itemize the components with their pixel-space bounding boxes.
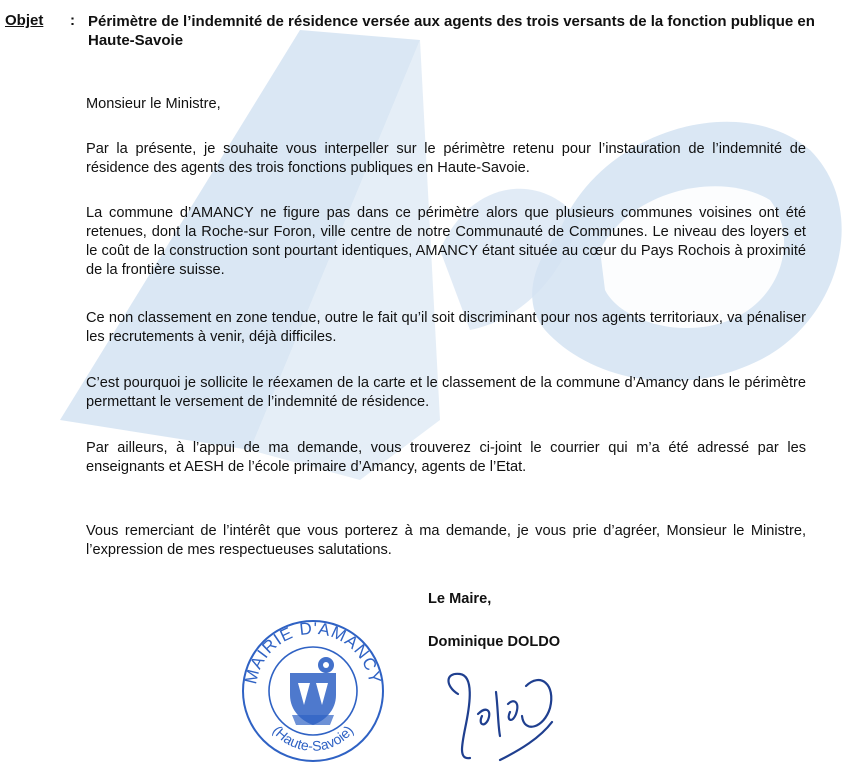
seal-bottom-text: (Haute-Savoie) (269, 722, 357, 755)
paragraph-4: C’est pourquoi je sollicite le réexamen de la carte et le classement de la commune d’Amancy dans le périmètre permettant le versement de l’indemnité de résidence. (86, 375, 806, 410)
svg-text:(Haute-Savoie) (270, 722, 357, 754)
paragraph-6: Vous remerciant de l’intérêt que vous porterez à ma demande, je vous prie d’agréer, Monsieur le Ministre, l’expression de mes respectueuses salutations. (86, 523, 806, 558)
objet-label: Objet (5, 12, 44, 29)
salutation: Monsieur le Ministre, (86, 96, 221, 112)
signer-name: Dominique DOLDO (428, 634, 561, 650)
handwritten-signature-icon (440, 664, 570, 762)
objet-colon: : (70, 12, 75, 29)
paragraph-5: Par ailleurs, à l’appui de ma demande, vous trouverez ci-joint le courrier qui m’a été adressé par les enseignants et AESH de l’école primaire d’Amancy, agents de l’Etat. (86, 440, 806, 475)
paragraph-2: La commune d’AMANCY ne figure pas dans ce périmètre alors que plusieurs communes voisines ont été retenues, dont la Roche-sur Foron, ville centre de notre Communauté de Communes. Le niveau des loyers et le coût de la construction sont pourtant identiques, AMANCY étant située au cœur du Pays Rochois à proximité de la frontière suisse. (86, 205, 806, 278)
paragraph-3: Ce non classement en zone tendue, outre le fait qu’il soit discriminant pour nos agents territoriaux, va pénaliser les recrutements à venir, déjà difficiles. (86, 310, 806, 345)
objet-subject: Périmètre de l’indemnité de résidence versée aux agents des trois versants de la fonction publique en Haute-Savoie (88, 13, 815, 49)
paragraph-1: Par la présente, je souhaite vous interpeller sur le périmètre retenu pour l’instauration de l’indemnité de résidence des agents des trois fonctions publiques en Haute-Savoie. (86, 141, 806, 176)
seal-top-text: MAIRIE D'AMANCY (241, 618, 385, 686)
mairie-stamp-icon (232, 613, 394, 763)
signer-title: Le Maire, (428, 591, 492, 607)
coat-of-arms-icon (290, 657, 336, 725)
